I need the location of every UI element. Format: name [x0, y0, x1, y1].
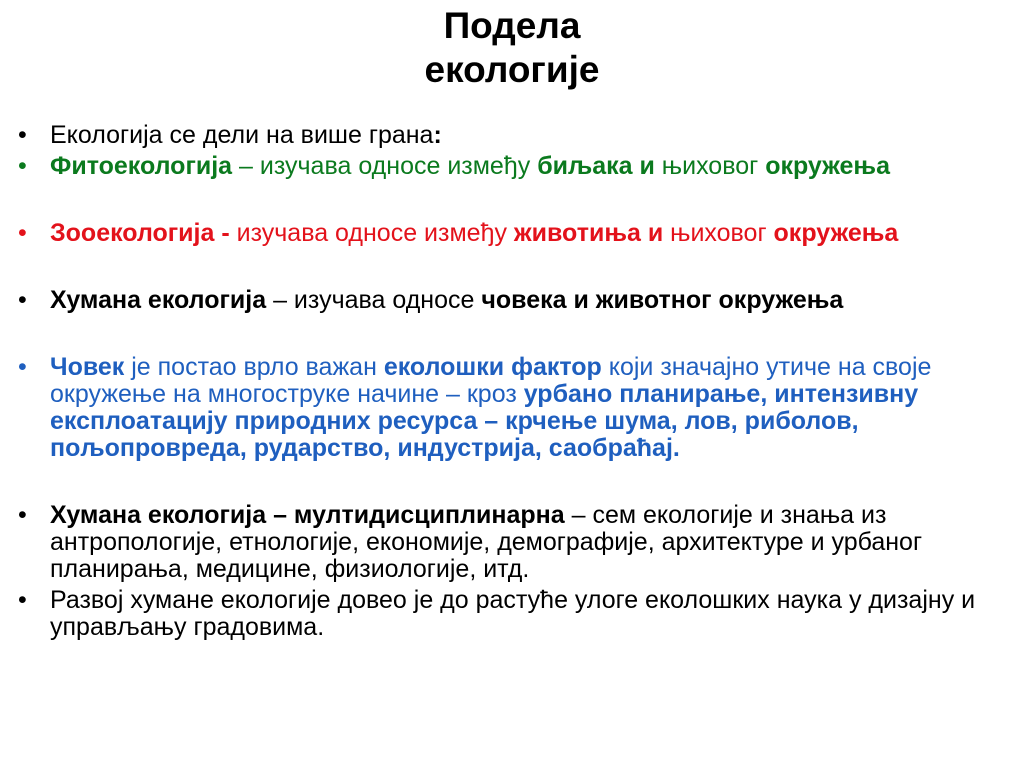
bullet-dot: • [18, 286, 27, 314]
bullet-dot: • [18, 219, 27, 247]
bullet-text: човека и животног окружења [481, 286, 844, 314]
slide-title-line-2: екологије [424, 49, 600, 90]
slide-title [0, 4, 1024, 92]
bullet-item-human-factor [18, 354, 1008, 462]
bullet-item-multidisciplinary [18, 502, 1008, 583]
term-phytoecology: Фитоекологија [50, 152, 233, 180]
term-human-ecology: Хумана екологија [50, 286, 267, 314]
bullet-text: Развој хумане екологије довео је до растуће улоге еколошких наука у дизајну и управљању градовима. [50, 586, 976, 641]
term-human: Човек [50, 353, 125, 381]
bullet-text: биљака и [537, 152, 655, 180]
bullet-text: њиховог [654, 152, 766, 180]
bullet-text: окружења [765, 152, 890, 180]
bullet-dot: • [18, 501, 27, 529]
bullet-dot: • [18, 586, 27, 614]
bullet-text: – сем екологије и знања из антропологије, етнологије, економије, демографије, архитектуре и урбаног планирања, медицине, физиологије, итд. [50, 501, 923, 583]
bullet-text: окружења [773, 219, 899, 247]
bullet-dot: • [18, 152, 27, 180]
bullet-item-intro [18, 122, 1008, 149]
bullet-text: који значајно утиче на своје окружење на многоструке начине – кроз [50, 353, 932, 408]
bullet-text: - [214, 219, 237, 247]
bullet-text: – изучава односе између [232, 152, 538, 180]
bullet-list [18, 122, 1008, 641]
bullet-text: њиховог [663, 219, 774, 247]
bullet-dot: • [18, 121, 27, 149]
bullet-text: : [433, 121, 442, 149]
term-zooecology: Зооекологија [50, 219, 215, 247]
term-multidisciplinary: Хумана екологија – мултидисциплинарна [50, 501, 565, 529]
bullet-item-zooecology [18, 220, 1008, 247]
bullet-item-development [18, 587, 1008, 641]
bullet-text: животиња и [513, 219, 664, 247]
bullet-dot: • [18, 353, 27, 381]
bullet-text: Екологија се дели на више грана [50, 121, 434, 149]
slide-title-line-1: Подела [443, 5, 581, 46]
bullet-text: – изучава односе [266, 286, 482, 314]
bullet-item-human-ecology [18, 287, 1008, 314]
bullet-item-phytoecology [18, 153, 1008, 180]
bullet-text: је постао врло важан [124, 353, 384, 381]
term-ecological-factor: еколошки фактор [383, 353, 602, 381]
bullet-text: изучава односе између [236, 219, 514, 247]
bullet-text: урбано планирање, интензивну експлоатацију природних ресурса – крчење шума, лов, риболов, пољопровреда, рударство, индустрија, саобраћај. [50, 380, 919, 462]
